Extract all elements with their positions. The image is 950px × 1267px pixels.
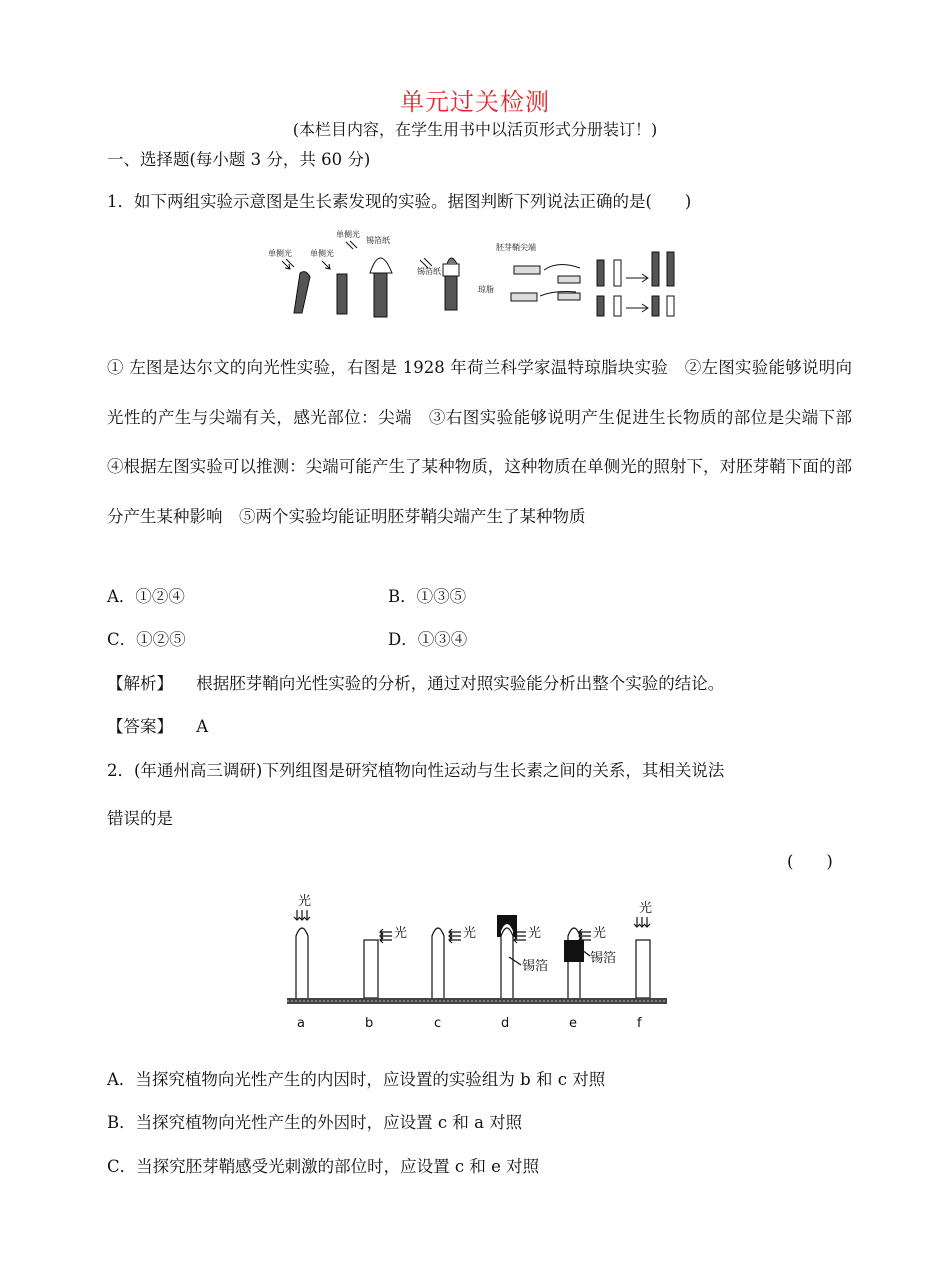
q2-option-b: B．当探究植物向光性产生的外因时，应设置 c 和 a 对照 <box>107 1113 523 1132</box>
q2-label-b: b <box>365 1016 374 1031</box>
q2-label-d: d <box>501 1016 510 1031</box>
q1-option-d: D．①③④ <box>388 630 468 649</box>
q2-label-light-f: 光 <box>639 901 653 916</box>
section-heading: 一、选择题(每小题 3 分，共 60 分) <box>107 150 371 169</box>
q2-figure <box>282 890 672 1035</box>
q2-label-foil-d: 锡箔 <box>522 959 549 974</box>
q2-paren: ( ) <box>787 852 833 871</box>
q2-foil-cap-d <box>497 915 517 937</box>
q2-label-a: a <box>297 1016 305 1031</box>
q1-body: ① 左图是达尔文的向光性实验，右图是 1928 年荷兰科学家温特琼脂块实验 ②左图实验能够说明向光性的产生与尖端有关，感光部位：尖端 ③右图实验能够说明产生促进生长物质的部位是尖端下部 ④根据左图实验可以推测：尖端可能产生了某种物质，这种物质在单侧光的照射下，对胚芽鞘下面的部分产生某种影响 ⑤两个实验均能证明胚芽鞘尖端产生了某种物质 <box>107 358 869 526</box>
q1-label-agar: 琼脂 <box>478 285 494 294</box>
q2-label-e: e <box>569 1016 577 1031</box>
q1-answer-value: A <box>196 717 209 736</box>
q2-stem-line2: 错误的是 <box>107 809 173 828</box>
page-subtitle: (本栏目内容，在学生用书中以活页形式分册装订！) <box>292 120 658 139</box>
q1-stem: 1．如下两组实验示意图是生长素发现的实验。据图判断下列说法正确的是( ) <box>107 192 692 211</box>
q1-analysis <box>107 670 724 694</box>
q2-option-a: A．当探究植物向光性产生的内因时，应设置的实验组为 b 和 c 对照 <box>107 1070 606 1089</box>
q2-label-light-a: 光 <box>298 894 312 909</box>
q1-label-light3: 单侧光 <box>336 230 360 239</box>
q2-label-light-b: 光 <box>394 926 408 941</box>
q2-label-f: f <box>637 1016 642 1031</box>
q1-option-b: B．①③⑤ <box>388 587 467 606</box>
q2-foil-sleeve-e <box>564 940 584 962</box>
q1-label-foil2: 锡箔纸 <box>417 267 441 276</box>
q2-label-light-e: 光 <box>593 926 607 941</box>
q2-label-light-c: 光 <box>463 926 477 941</box>
q1-label-foil1: 锡箔纸 <box>366 236 390 245</box>
q2-label-foil-e: 锡箔 <box>590 951 617 966</box>
q2-stem-line1: 2．(年通州高三调研)下列组图是研究植物向性运动与生长素之间的关系，其相关说法 <box>107 761 725 780</box>
q2-label-c: c <box>434 1016 442 1031</box>
q1-analysis-label: 【解析】 <box>107 674 173 693</box>
q2-option-c: C．当探究胚芽鞘感受光刺激的部位时，应设置 c 和 e 对照 <box>107 1157 540 1176</box>
q1-label-light2: 单侧光 <box>310 249 334 258</box>
q1-label-light1: 单侧光 <box>268 249 292 258</box>
q1-option-a: A．①②④ <box>107 587 185 606</box>
q1-analysis-text: 根据胚芽鞘向光性实验的分析，通过对照实验能分析出整个实验的结论。 <box>196 674 725 693</box>
q1-answer <box>107 713 208 737</box>
q1-figure <box>262 228 702 323</box>
page-title: 单元过关检测 <box>400 88 550 116</box>
q2-label-light-d: 光 <box>528 926 542 941</box>
q1-label-tip: 胚芽鞘尖端 <box>496 243 536 252</box>
q1-answer-label: 【答案】 <box>107 717 173 736</box>
q1-option-c: C．①②⑤ <box>107 630 186 649</box>
